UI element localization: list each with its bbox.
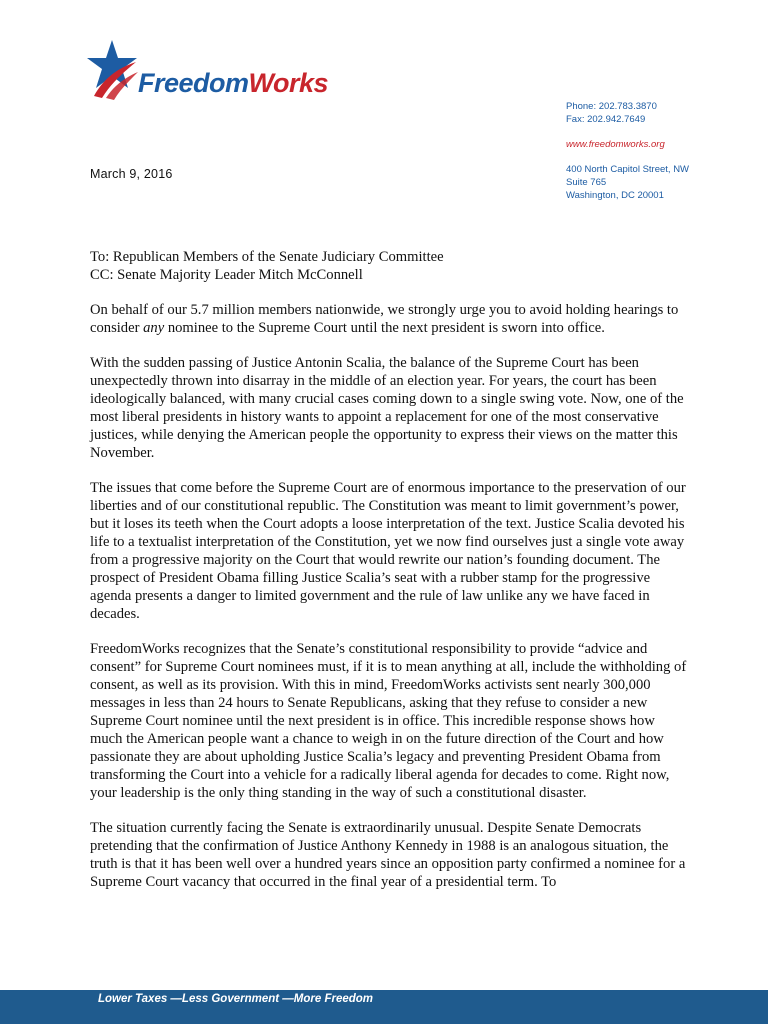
star-swoosh-icon [84,38,144,100]
paragraph-3: The issues that come before the Supreme Court are of enormous importance to the preservation of our liberties and of our constitutional republic. The Constitution was meant to limit government’s power, but it loses its teeth when the Court adopts a loose interpretation of the text. Justice Scalia devoted his life to a textualist interpretation of the Constitution, yet we now find ourselves just a single vote away from a progressive majority on the Court that would rewrite our nation’s founding document. The prospect of President Obama filling Justice Scalia’s seat with a rubber stamp for the progressive agenda presents a danger to limited government and the rule of law unlike any we have faced in decades. [90,480,686,622]
logo-wordmark: FreedomWorks [138,68,329,98]
cc-line: CC: Senate Majority Leader Mitch McConnell [90,267,363,283]
emphasis-any: any [143,320,165,336]
footer-tagline: Lower Taxes —Less Government —More Freedom [98,993,374,1005]
freedomworks-logo [84,38,344,100]
letter-body [90,248,690,908]
paragraph-4: FreedomWorks recognizes that the Senate’s constitutional responsibility to provide “advice and consent” for Supreme Court nominees must, if it is to mean anything at all, include the withholding of consent, as well as its provision. With this in mind, FreedomWorks activists sent nearly 300,000 messages in less than 24 hours to Senate Republicans, asking that they refuse to consider a new Supreme Court nominee until the next president is in office. This incredible response shows how much the American people want a chance to weigh in on the future direction of the Court and how passionate they are about upholding Justice Scalia’s legacy and preventing President Obama from transforming the Court into a vehicle for a radically liberal agenda for decades to come. Right now, your leadership is the only thing standing in the way of such a constitutional disaster. [90,641,687,801]
address-line-3: Washington, DC 20001 [566,190,664,201]
contact-block [566,100,689,202]
address-line-1: 400 North Capitol Street, NW [566,164,690,175]
addressee-block [90,248,690,284]
letter-date: March 9, 2016 [90,167,173,181]
phone-number: Phone: 202.783.3870 [566,101,657,112]
to-line: To: Republican Members of the Senate Judiciary Committee [90,249,444,265]
paragraph-5: The situation currently facing the Senate is extraordinarily unusual. Despite Senate Democrats pretending that the confirmation of Justice Anthony Kennedy in 1988 is an analogous situation, the truth is that it has been well over a hundred years since an opposition party confirmed a nominee for a Supreme Court vacancy that occurred in the final year of a presidential term. To [90,820,686,890]
address-line-2: Suite 765 [566,177,607,188]
footer-bar [0,990,768,1024]
mailing-address [566,163,689,202]
fax-number: Fax: 202.942.7649 [566,114,646,125]
website-link[interactable]: www.freedomworks.org [566,139,665,150]
paragraph-1: On behalf of our 5.7 million members nationwide, we strongly urge you to avoid holding hearings to consider any nominee to the Supreme Court until the next president is sworn into office. [90,302,679,336]
paragraph-2: With the sudden passing of Justice Antonin Scalia, the balance of the Supreme Court has been unexpectedly thrown into disarray in the middle of an election year. For years, the court has been ideologically balanced, with many crucial cases coming down to a single swing vote. Now, one of the most liberal presidents in history wants to appoint a replacement for one of the most conservative justices, while denying the American people the opportunity to express their views on the matter this November. [90,355,684,461]
